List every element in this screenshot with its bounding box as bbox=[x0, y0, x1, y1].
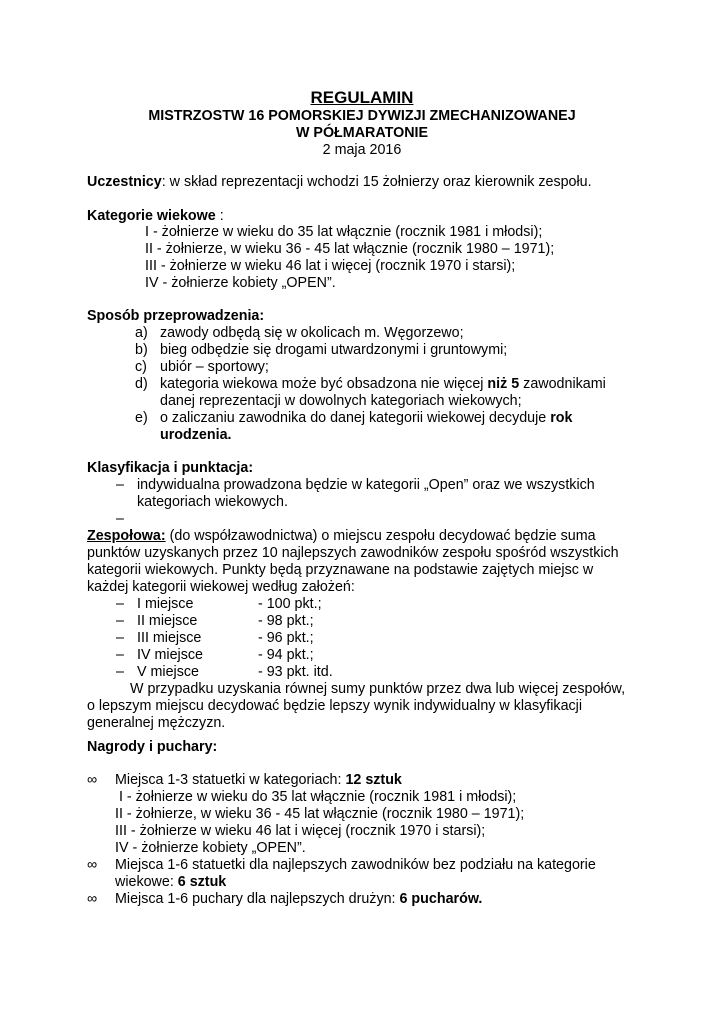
individual-classification: indywidualna prowadzona będzie w kategorii „Open” oraz we wszystkich bbox=[137, 477, 595, 493]
points-value: - 100 pkt.; bbox=[258, 596, 322, 612]
points-value: - 94 pkt.; bbox=[258, 647, 314, 663]
dash-bullet: – bbox=[116, 511, 124, 527]
points-value: - 98 pkt.; bbox=[258, 613, 314, 629]
dash-bullet: – bbox=[116, 613, 124, 629]
list-marker: a) bbox=[135, 325, 148, 341]
conduct-item-d-cont: danej reprezentacji w dowolnych kategoriach wiekowych; bbox=[160, 393, 522, 409]
award-sub-item: III - żołnierze w wieku 46 lat i więcej (rocznik 1970 i starsi); bbox=[115, 823, 486, 839]
categories-label: Kategorie wiekowe bbox=[87, 208, 216, 224]
conduct-heading: Sposób przeprowadzenia: bbox=[87, 308, 265, 324]
list-marker: d) bbox=[135, 376, 148, 392]
points-place: V miejsce bbox=[137, 664, 199, 680]
award-item-2: Miejsca 1-6 statuetki dla najlepszych zawodników bez podziału na kategorie bbox=[115, 857, 596, 873]
award-item-3: Miejsca 1-6 puchary dla najlepszych drużyn: 6 pucharów. bbox=[115, 891, 483, 907]
participants-paragraph bbox=[87, 174, 592, 191]
individual-classification-cont: kategoriach wiekowych. bbox=[137, 494, 288, 510]
infinity-bullet-icon: ∞ bbox=[87, 891, 98, 907]
list-marker: c) bbox=[135, 359, 147, 375]
conduct-item-b: bieg odbędzie się drogami utwardzonymi i gruntowymi; bbox=[160, 342, 508, 358]
conduct-item-c: ubiór – sportowy; bbox=[160, 359, 269, 375]
team-classification: Zespołowa: (do współzawodnictwa) o miejscu zespołu decydować będzie suma bbox=[87, 528, 596, 544]
list-marker: e) bbox=[135, 410, 148, 426]
dash-bullet: – bbox=[116, 630, 124, 646]
dash-bullet: – bbox=[116, 664, 124, 680]
points-value: - 96 pkt.; bbox=[258, 630, 314, 646]
award-item-2-cont: wiekowe: 6 sztuk bbox=[115, 874, 227, 890]
participants-label: Uczestnicy bbox=[87, 174, 162, 190]
classification-heading: Klasyfikacja i punktacja: bbox=[87, 460, 254, 476]
points-place: I miejsce bbox=[137, 596, 194, 612]
tie-rule-cont: o lepszym miejscu decydować będzie lepszy wynik indywidualny w klasyfikacji bbox=[87, 698, 583, 714]
infinity-bullet-icon: ∞ bbox=[87, 857, 98, 873]
conduct-item-a: zawody odbędą się w okolicach m. Węgorzewo; bbox=[160, 325, 464, 341]
conduct-item-e: o zaliczaniu zawodnika do danej kategorii wiekowej decyduje rok bbox=[160, 410, 573, 426]
dash-bullet: – bbox=[116, 647, 124, 663]
participants-text: : w skład reprezentacji wchodzi 15 żołnierzy oraz kierownik zespołu. bbox=[161, 174, 592, 190]
points-place: II miejsce bbox=[137, 613, 198, 629]
category-item: IV - żołnierze kobiety „OPEN”. bbox=[145, 275, 336, 291]
document-title: REGULAMIN bbox=[310, 88, 414, 107]
award-sub-item: IV - żołnierze kobiety „OPEN”. bbox=[115, 840, 306, 856]
team-classification-cont: kategorii wiekowych. Punkty będą przyznawane na podstawie zajętych miejsc w bbox=[87, 562, 594, 578]
document-subtitle-2: W PÓŁMARATONIE bbox=[295, 125, 429, 141]
categories-suffix: : bbox=[215, 208, 224, 224]
infinity-bullet-icon: ∞ bbox=[87, 772, 98, 788]
category-item: II - żołnierze, w wieku 36 - 45 lat włącznie (rocznik 1980 – 1971); bbox=[145, 241, 555, 257]
document-date: 2 maja 2016 bbox=[322, 142, 402, 158]
conduct-item-e-cont: urodzenia. bbox=[160, 427, 232, 443]
awards-heading: Nagrody i puchary: bbox=[87, 739, 218, 755]
conduct-item-d: kategoria wiekowa może być obsadzona nie więcej niż 5 zawodnikami bbox=[160, 376, 606, 392]
team-classification-cont: każdej kategorii wiekowej według założeń: bbox=[87, 579, 355, 595]
list-marker: b) bbox=[135, 342, 148, 358]
category-item: III - żołnierze w wieku 46 lat i więcej (rocznik 1970 i starsi); bbox=[145, 258, 516, 274]
award-sub-item: II - żołnierze, w wieku 36 - 45 lat włącznie (rocznik 1980 – 1971); bbox=[115, 806, 525, 822]
points-place: IV miejsce bbox=[137, 647, 203, 663]
team-label: Zespołowa: bbox=[87, 528, 166, 544]
document-subtitle: MISTRZOSTW 16 POMORSKIEJ DYWIZJI ZMECHANIZOWANEJ bbox=[148, 108, 576, 124]
award-item-1: Miejsca 1-3 statuetki w kategoriach: 12 sztuk bbox=[115, 772, 402, 788]
category-item: I - żołnierze w wieku do 35 lat włącznie (rocznik 1981 i młodsi); bbox=[145, 224, 543, 240]
dash-bullet: – bbox=[116, 477, 124, 493]
tie-rule-cont: generalnej mężczyzn. bbox=[87, 715, 226, 731]
points-place: III miejsce bbox=[137, 630, 202, 646]
award-sub-item: I - żołnierze w wieku do 35 lat włącznie (rocznik 1981 i młodsi); bbox=[115, 789, 517, 805]
dash-bullet: – bbox=[116, 596, 124, 612]
points-value: - 93 pkt. itd. bbox=[258, 664, 333, 680]
tie-rule: W przypadku uzyskania równej sumy punktów przez dwa lub więcej zespołów, bbox=[130, 681, 626, 697]
categories-heading bbox=[87, 208, 224, 225]
team-classification-cont: punktów uzyskanych przez 10 najlepszych zawodników zespołu spośród wszystkich bbox=[87, 545, 619, 561]
